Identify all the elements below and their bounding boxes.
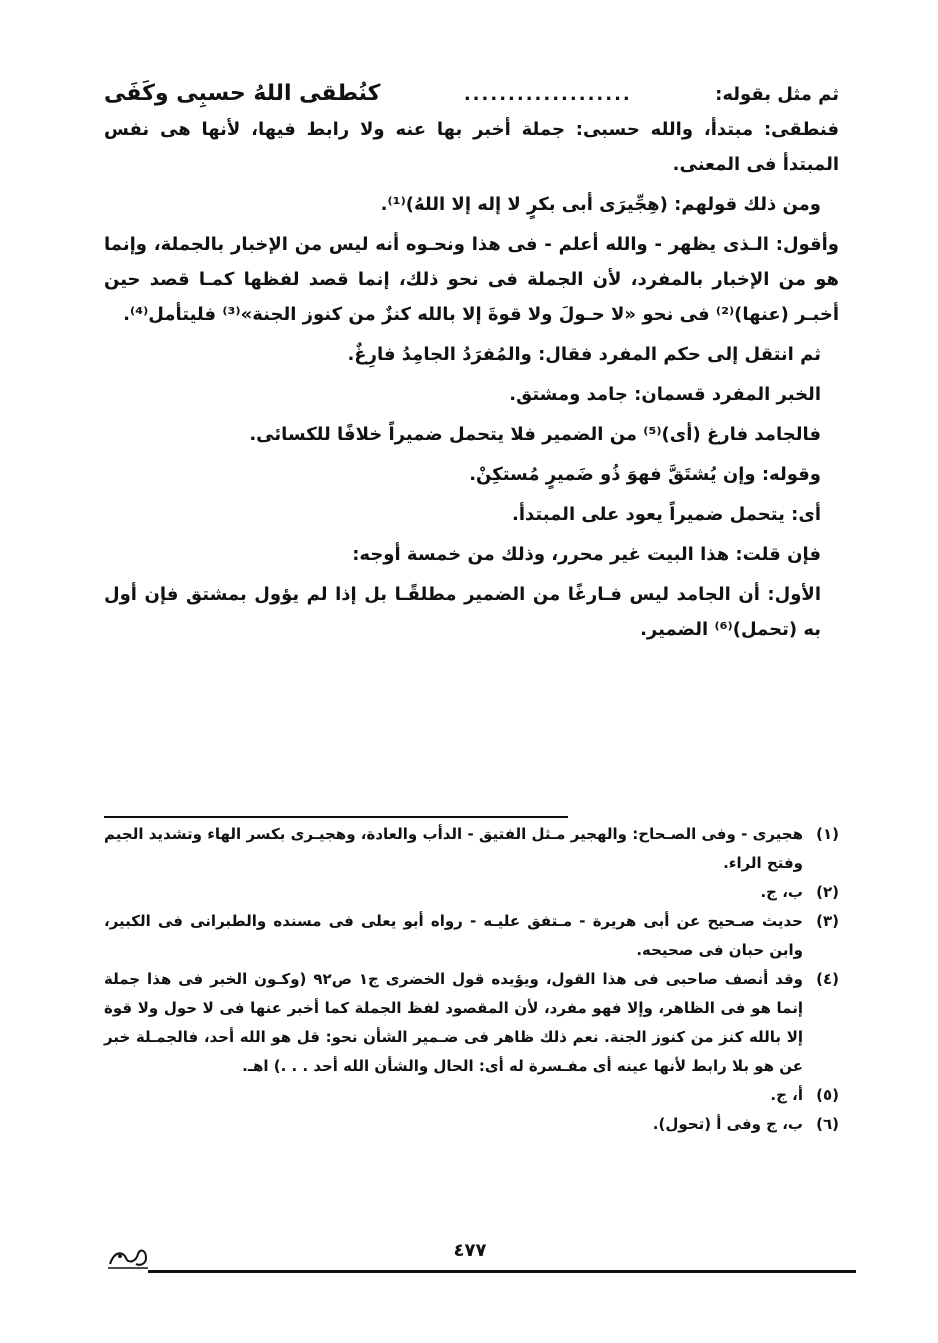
paragraph: وقوله: وإن يُشتَقَّ فهوَ ذُو ضَميرٍ مُستكِنْ. xyxy=(469,464,821,485)
footnote-number: (٣) xyxy=(816,912,839,930)
paragraph: فالجامد فارغ (أى)⁽⁵⁾ من الضمير فلا يتحمل ضميراً خلافًا للكسائى. xyxy=(249,424,821,445)
bottom-rule xyxy=(148,1270,856,1273)
verse-intro: ثم مثل بقوله: xyxy=(715,84,839,105)
footnote xyxy=(104,965,839,1081)
paragraph: ومن ذلك قولهم: (هِجِّيرَى أبى بكرٍ لا إله إلا اللهُ)⁽¹⁾. xyxy=(380,194,821,215)
verse-dots: ................... xyxy=(463,84,632,105)
footnote xyxy=(104,1110,839,1139)
footnote-number: (٢) xyxy=(816,883,839,901)
footnote-text: ب، ج وفى أ (تحول). xyxy=(652,1115,803,1133)
footnote-number: (٦) xyxy=(816,1115,839,1133)
footnote xyxy=(104,878,839,907)
paragraph: ثم انتقل إلى حكم المفرد فقال: والمُفرَدُ الجامِدُ فارِغٌ. xyxy=(347,344,821,365)
paragraph: وأقول: الـذى يظهر - والله أعلم - فى هذا ونحـوه أنه ليس من الإخبار بالجملة، وإنما هو من الإخبار بالمفرد، لأن الجملة فى نحو ذلك، إنما قصد لفظها كمـا قصد حين أخبـر (عنها)⁽²⁾ فى نحو «لا حـولَ ولا قوةَ إلا بالله كنزٌ من كنوز الجنة»⁽³⁾ فليتأمل⁽⁴⁾. xyxy=(104,234,839,325)
footnote xyxy=(104,820,839,878)
footnote-text: وقد أنصف صاحبى فى هذا القول، ويؤيده قول الخضرى ج١ ص٩٢ (وكـون الخبر فى هذا جملة إنما هو فى الظاهر، وإلا فهو مفرد، لأن المقصود لفظ الجملة كما أخبر عنها فى لا حول ولا قوة إلا بالله كنز من كنوز الجنة. نعم ذلك ظاهر فى ضـمير الشأن نحو: قل هو الله أحد، فالجمـلة خبر عن هو بلا رابط لأنها عينه أى مفـسرة له أى: الحال والشأن الله أحد . . .) اهـ. xyxy=(104,970,803,1075)
footnote-number: (٥) xyxy=(816,1086,839,1104)
ornament-icon xyxy=(106,1242,150,1270)
footnote-text: أ، ج. xyxy=(770,1086,803,1104)
verse-text: كنُطقى اللهُ حسبِى وكَفَى xyxy=(104,81,381,106)
footnote-text: ب، ج. xyxy=(760,883,803,901)
footnotes xyxy=(104,820,839,1139)
footnote-separator xyxy=(104,816,568,818)
footnote-number: (١) xyxy=(816,825,839,843)
footnote-text: حديث صـحيح عن أبى هريرة - مـتفق عليـه - رواه أبو يعلى فى مسنده والطبرانى فى الكبير، وابن حبان فى صحيحه. xyxy=(104,912,803,959)
verse-line xyxy=(104,76,839,112)
footnote xyxy=(104,1081,839,1110)
footnote-number: (٤) xyxy=(816,970,839,988)
paragraph: الأول: أن الجامد ليس فـارغًا من الضمير مطلقًـا بل إذا لم يؤول بمشتق فإن أول به (تحمل)⁽⁶⁾ الضمير. xyxy=(104,584,821,640)
page-number: ٤٧٧ xyxy=(453,1240,487,1261)
main-text xyxy=(104,76,839,652)
footnote xyxy=(104,907,839,965)
paragraph: أى: يتحمل ضميراً يعود على المبتدأ. xyxy=(512,504,821,525)
paragraph: فإن قلت: هذا البيت غير محرر، وذلك من خمسة أوجه: xyxy=(352,544,821,565)
paragraph: الخبر المفرد قسمان: جامد ومشتق. xyxy=(509,384,821,405)
footnote-text: هجيرى - وفى الصـحاح: والهجير مـثل الفتيق - الدأب والعادة، وهجيـرى بكسر الهاء وتشديد الجيم وفتح الراء. xyxy=(104,825,803,872)
paragraph: فنطقى: مبتدأ، والله حسبى: جملة أخبر بها عنه ولا رابط فيها، لأنها هى نفس المبتدأ فى المعنى. xyxy=(104,119,839,175)
